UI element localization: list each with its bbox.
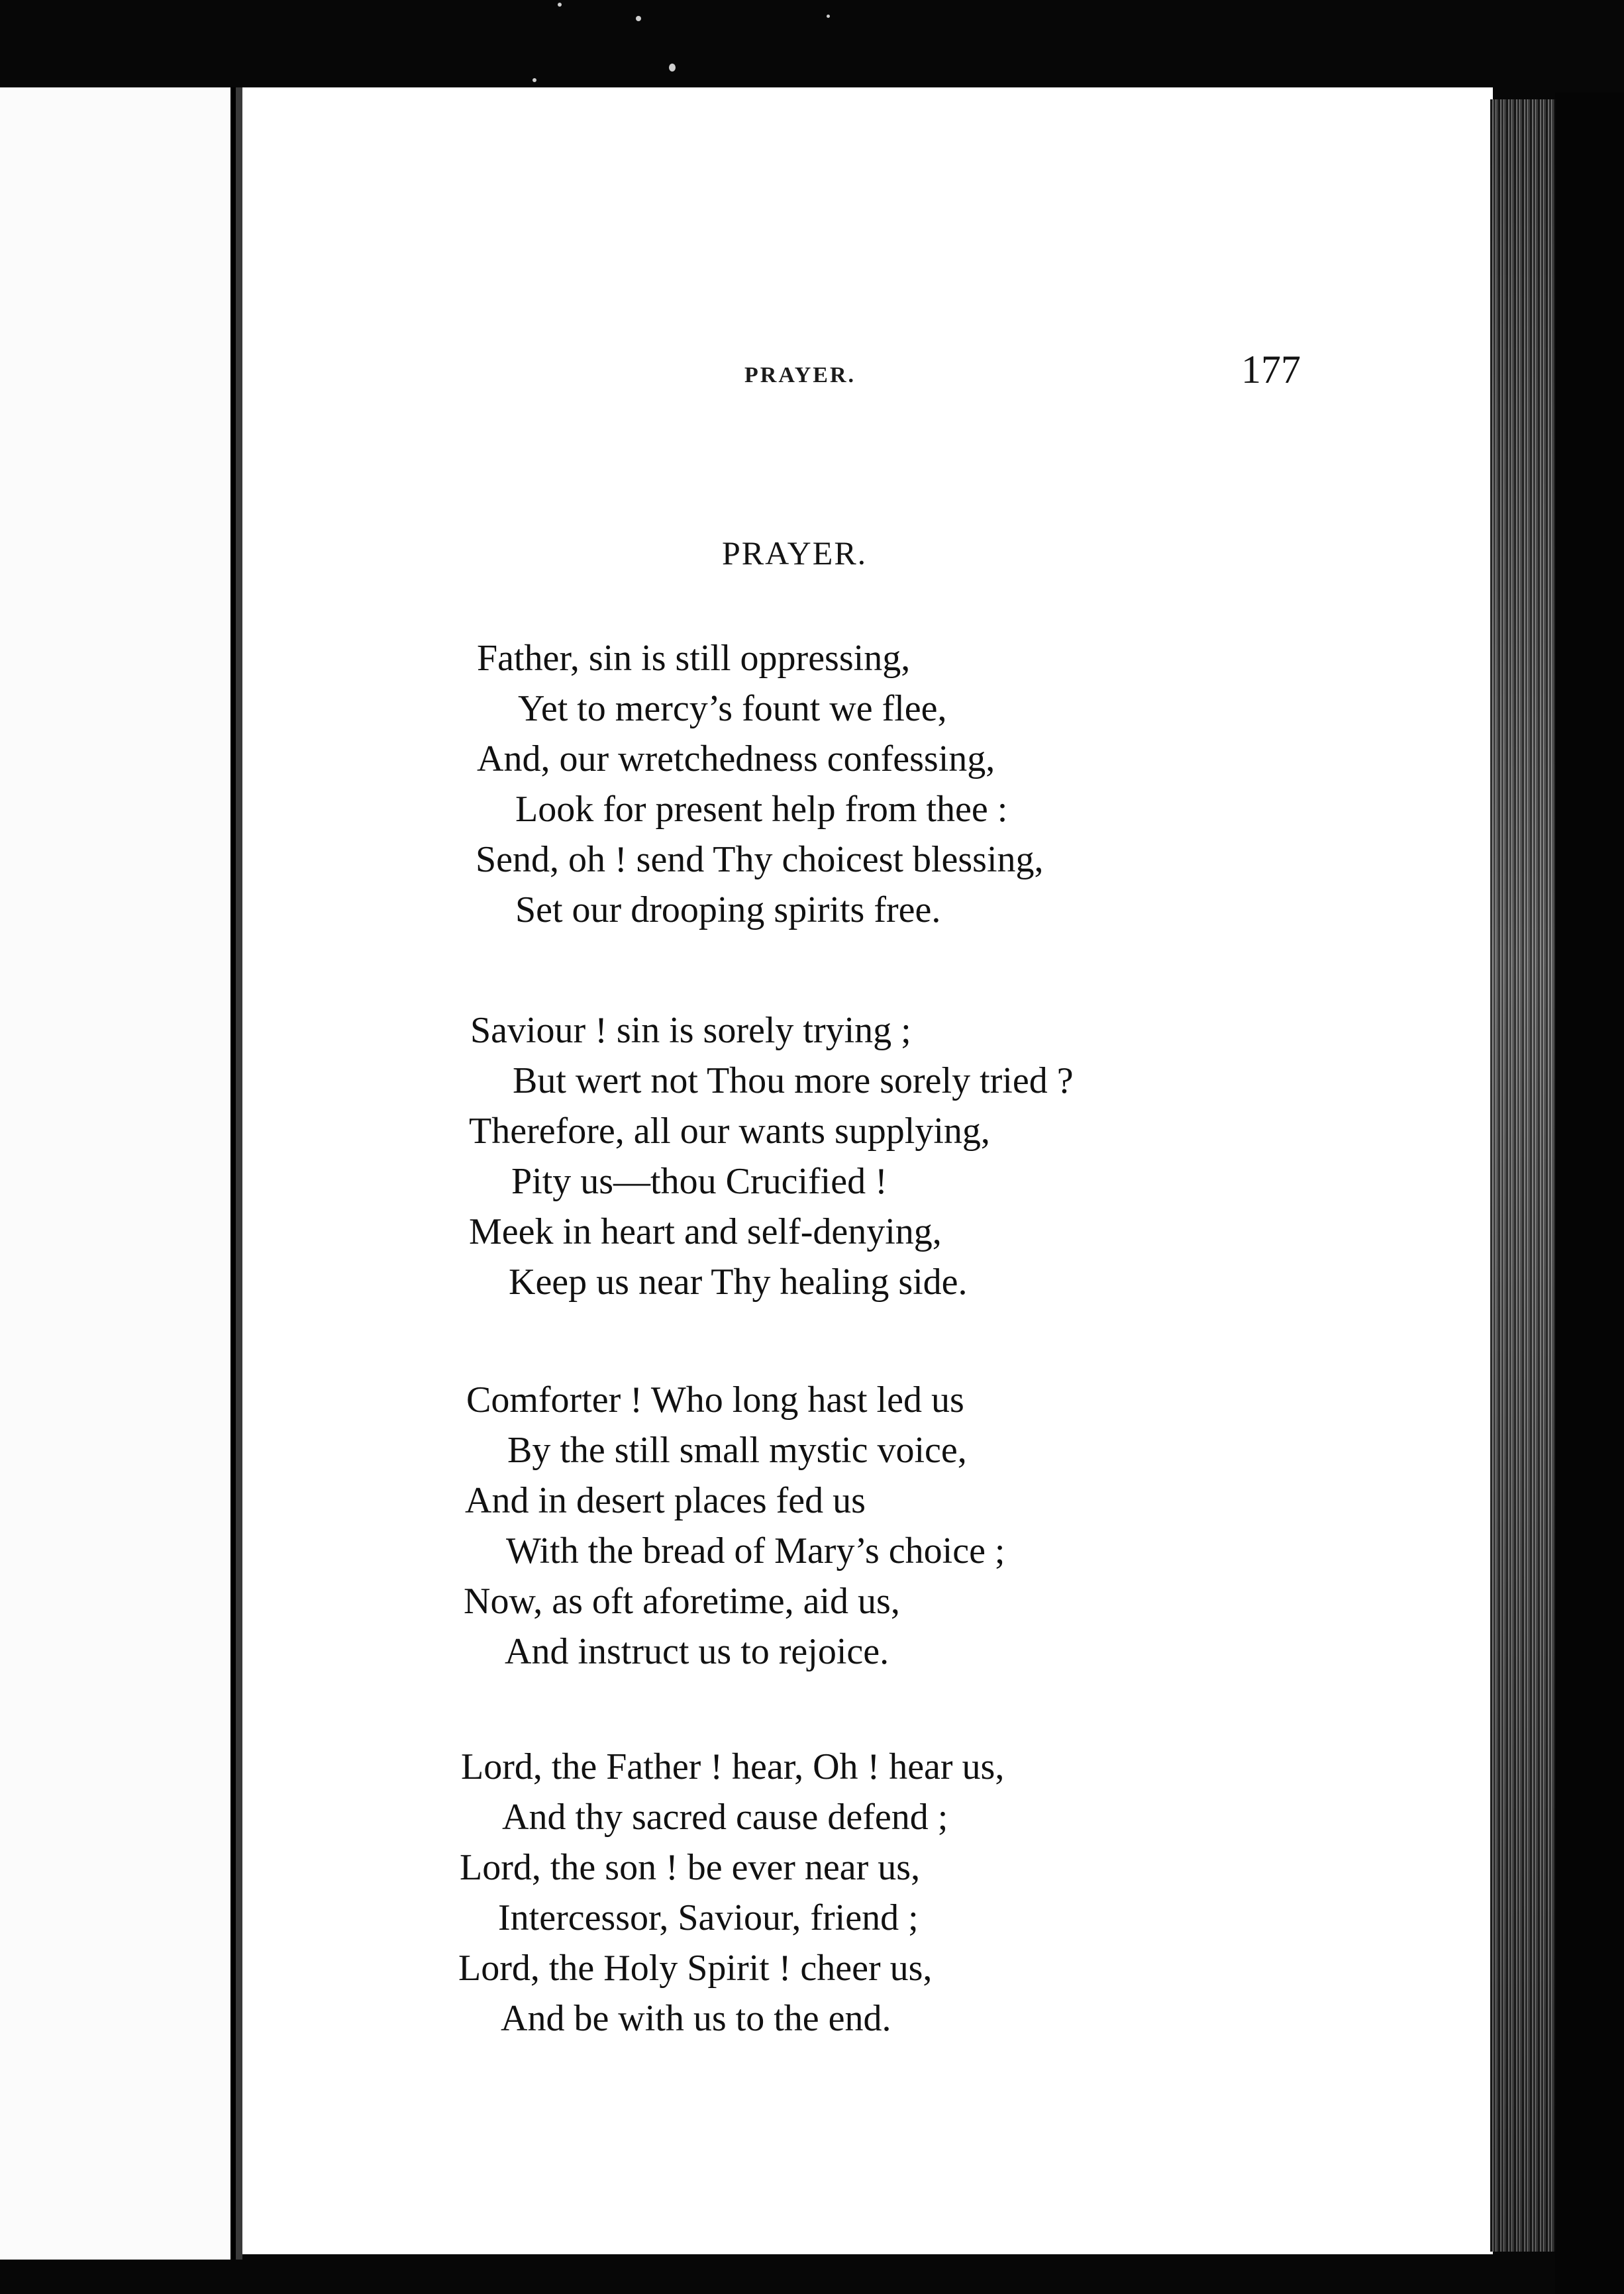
poem-line: Comforter ! Who long hast led us bbox=[466, 1379, 964, 1421]
poem-line: Lord, the Holy Spirit ! cheer us, bbox=[458, 1948, 933, 1989]
running-head: PRAYER. bbox=[744, 363, 856, 387]
poem-line: Send, oh ! send Thy choicest blessing, bbox=[476, 839, 1044, 880]
poem-line: And in desert places fed us bbox=[465, 1480, 866, 1521]
poem-line: Pity us—thou Crucified ! bbox=[511, 1161, 888, 1202]
poem-line: Lord, the Father ! hear, Oh ! hear us, bbox=[461, 1746, 1005, 1787]
facing-page-edge bbox=[0, 87, 230, 2260]
poem-line: Saviour ! sin is sorely trying ; bbox=[470, 1010, 911, 1051]
scan-speck bbox=[827, 15, 830, 18]
poem-line: Now, as oft aforetime, aid us, bbox=[464, 1581, 900, 1622]
page-edges-shading bbox=[1490, 99, 1555, 2252]
poem-line: By the still small mystic voice, bbox=[507, 1430, 967, 1471]
poem-line: Set our drooping spirits free. bbox=[515, 889, 941, 930]
poem-line: Keep us near Thy healing side. bbox=[509, 1262, 968, 1303]
poem-line: And, our wretchedness confessing, bbox=[477, 738, 995, 779]
poem-line: Look for present help from thee : bbox=[515, 789, 1008, 830]
poem-line: Therefore, all our wants supplying, bbox=[469, 1111, 990, 1152]
scan-speck bbox=[533, 78, 536, 82]
scan-background-right bbox=[1555, 93, 1624, 2294]
scan-speck bbox=[669, 64, 676, 72]
book-gutter-shadow bbox=[236, 87, 242, 2260]
poem-line: With the bread of Mary’s choice ; bbox=[506, 1530, 1005, 1571]
poem-title: PRAYER. bbox=[722, 534, 868, 572]
poem-line: But wert not Thou more sorely tried ? bbox=[513, 1060, 1074, 1101]
poem-line: Yet to mercy’s fount we flee, bbox=[518, 688, 947, 729]
scan-speck bbox=[636, 16, 641, 21]
scan-speck bbox=[558, 3, 562, 7]
poem-line: And instruct us to rejoice. bbox=[505, 1631, 889, 1672]
poem-line: Intercessor, Saviour, friend ; bbox=[498, 1897, 919, 1938]
page-number: 177 bbox=[1241, 348, 1301, 391]
poem-line: And thy sacred cause defend ; bbox=[502, 1797, 948, 1838]
poem-line: Meek in heart and self-denying, bbox=[469, 1211, 942, 1252]
book-gutter bbox=[230, 87, 236, 2260]
poem-line: And be with us to the end. bbox=[501, 1998, 891, 2039]
poem-line: Lord, the son ! be ever near us, bbox=[460, 1847, 921, 1888]
poem-line: Father, sin is still oppressing, bbox=[477, 638, 911, 679]
